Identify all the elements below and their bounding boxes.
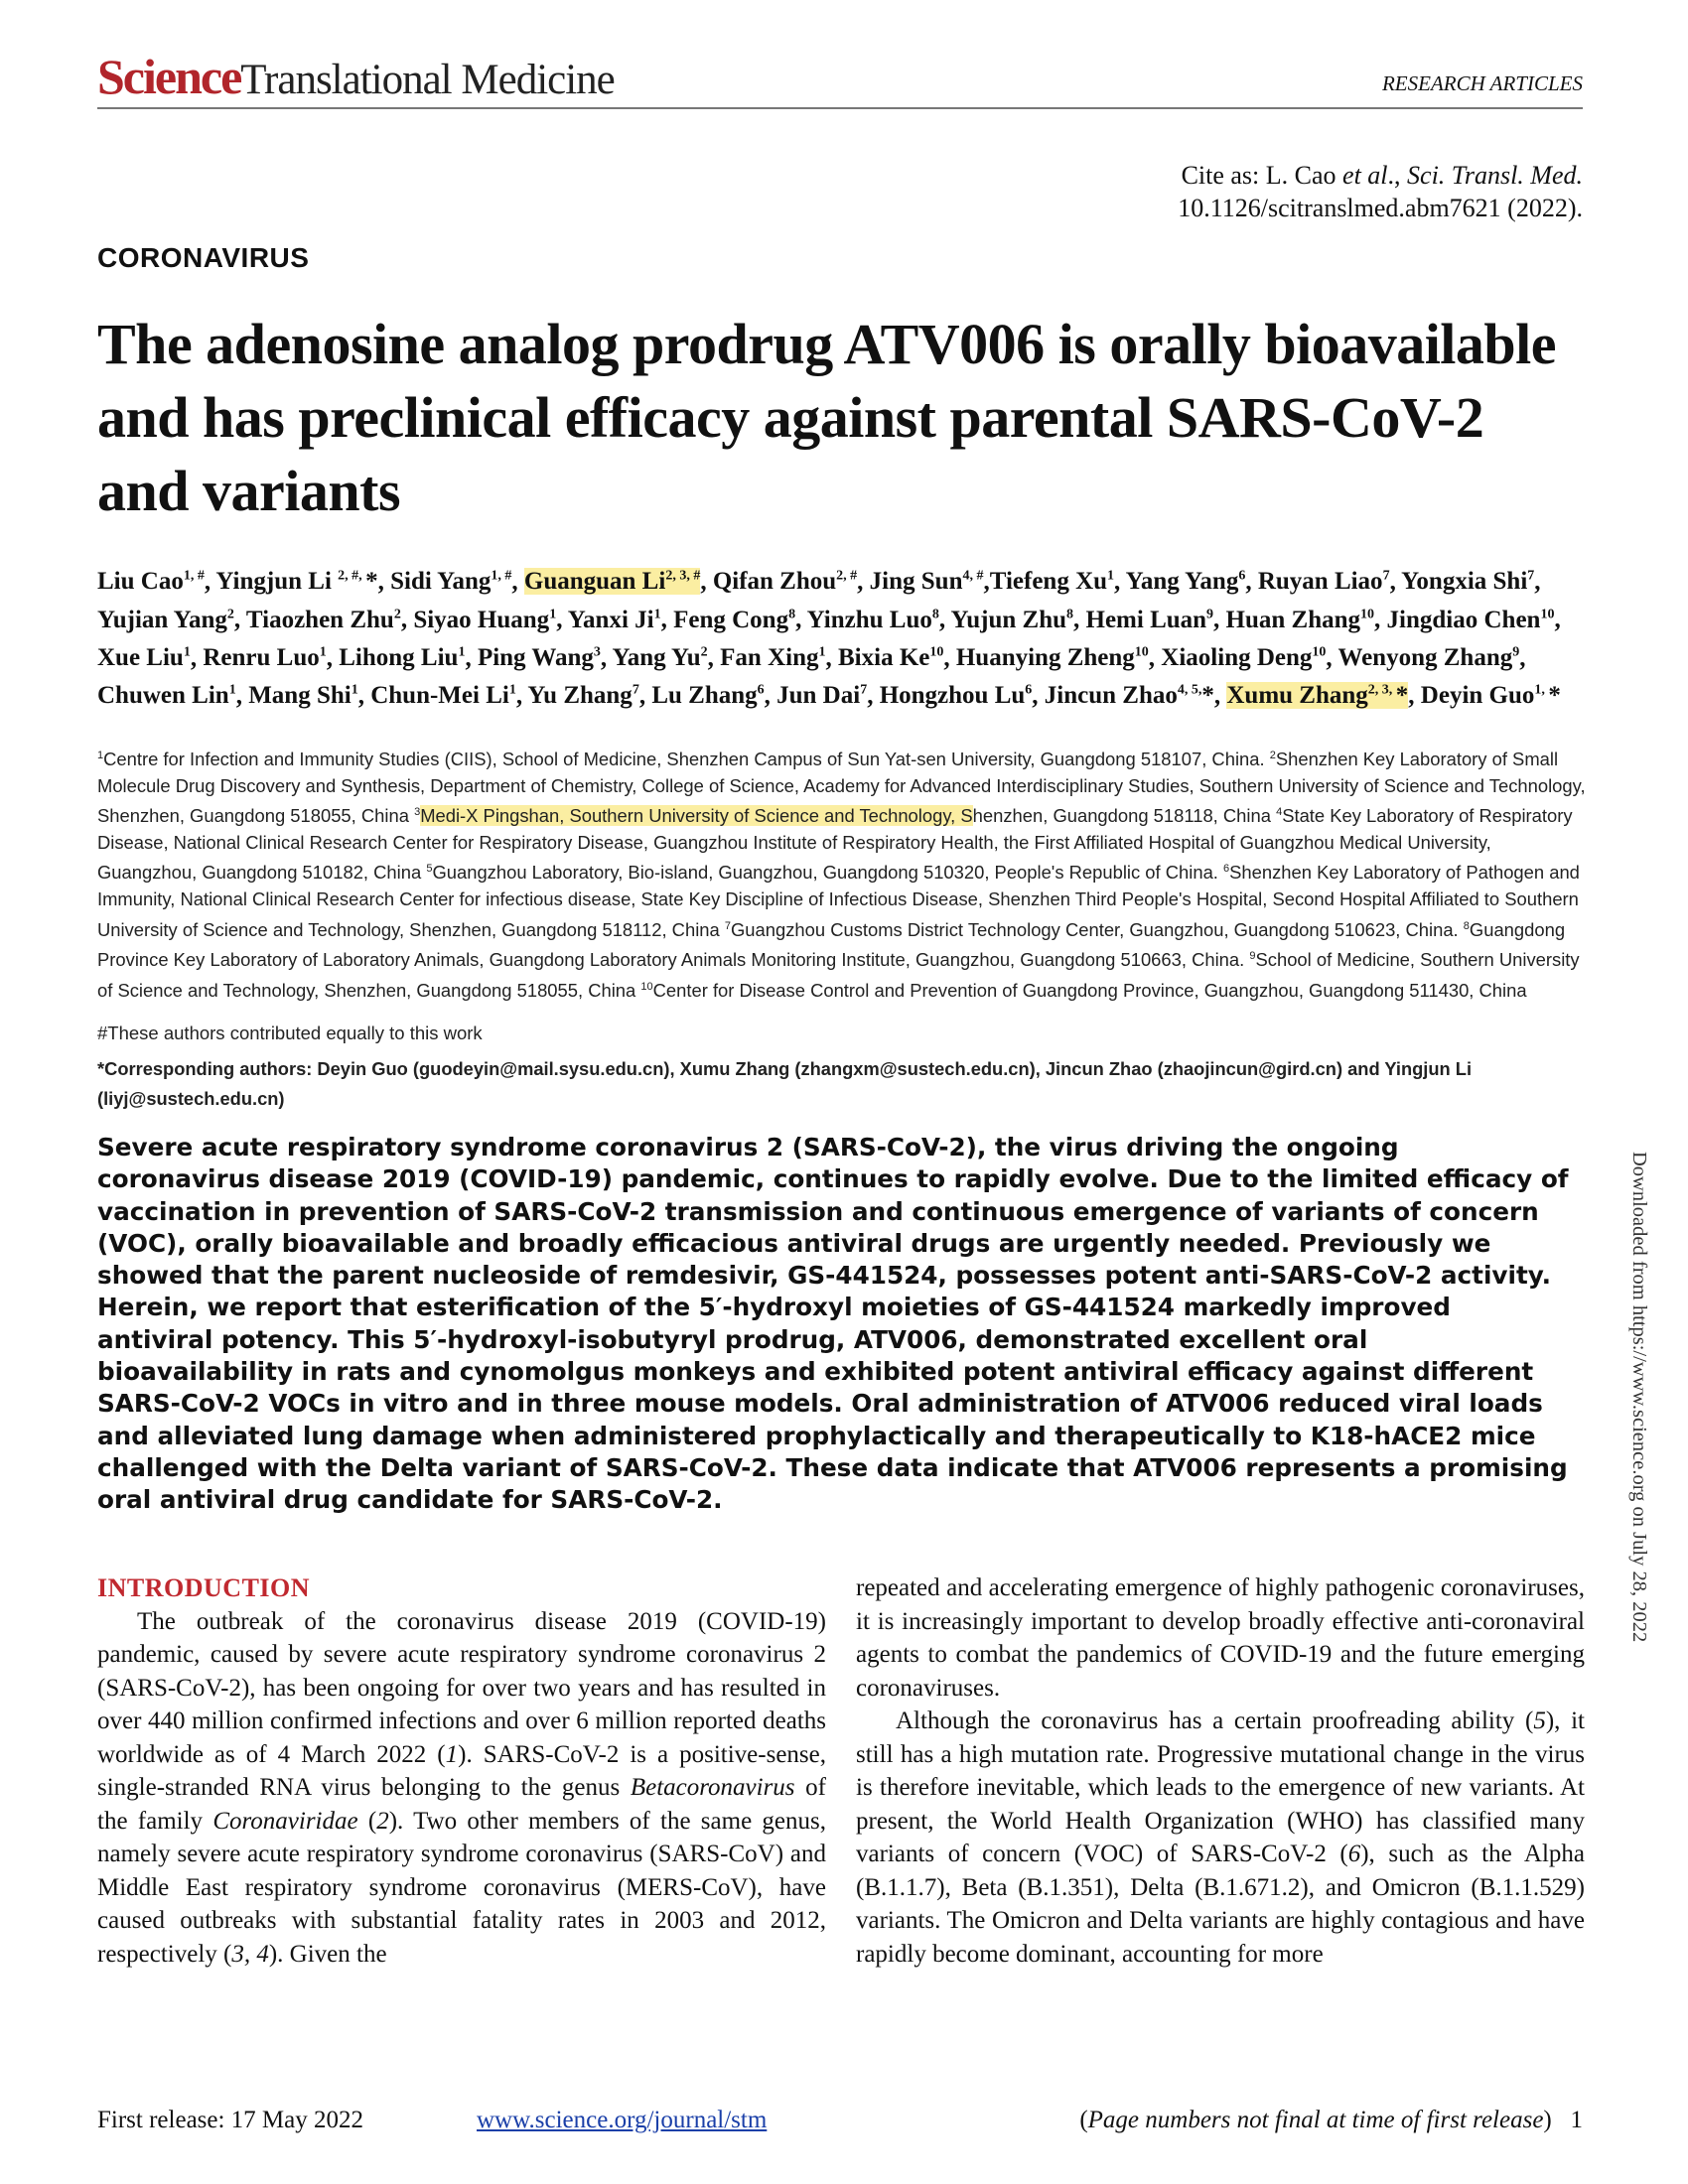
journal-link[interactable]: www.science.org/journal/stm (477, 2107, 768, 2133)
author-name: Yujun Zhu$^8$ (950, 606, 1073, 633)
author-name: Siyao Huang$^1$ (413, 606, 557, 633)
author-name: Tiefeng Xu$^1$ (989, 568, 1115, 596)
intro-paragraph-2: Although the coronavirus has a certain proofreading ability (5), it still has a high mutation rate. Progressive mutational change in the virus is therefore inevitable, which leads to the emergence of new variants. At present, the World Health Organization (WHO) has classified many variants of concern (VOC) of SARS-CoV-2 (6), such as the Alpha (B.1.1.7), Beta (B.1.351), Delta (B.1.671.2), and Omicron (B.1.1.529) variants. The Omicron and Delta variants are highly contagious and have rapidly become dominant, accounting for more (856, 1707, 1585, 1968)
journal-logo (97, 49, 615, 104)
page-number: 1 (1570, 2107, 1583, 2133)
author-name: Deyin Guo$^{1,}$ * (1420, 682, 1561, 710)
author-name: Xue Liu$^1$ (97, 643, 191, 671)
affiliation: $^{10}$Center for Disease Control and Prevention of Guangdong Province, Guangzhou, Guangdong 511430, China (640, 979, 1527, 1001)
article-category: CORONAVIRUS (97, 242, 310, 273)
header-divider (97, 107, 1583, 109)
author-name: Ruyan Liao$^7$ (1257, 568, 1390, 596)
ref-link[interactable]: 3, 4 (231, 1940, 269, 1968)
column-right (856, 1571, 1585, 1971)
author-name: Yu Zhang$^7$ (527, 682, 639, 710)
intro-paragraph-1: The outbreak of the coronavirus disease 2019 (COVID-19) pandemic, caused by severe acute respiratory syndrome coronavirus 2 (SARS-CoV-2), has been ongoing for over two years and has resulted in over 440 million confirmed infections and over 6 million reported deaths worldwide as of 4 March 2022 (1). SARS-CoV-2 is a positive-sense, single-stranded RNA virus belonging to the genus Betacoronavirus of the family Coronaviridae (2). Two other members of the same genus, namely severe acute respiratory syndrome coronavirus (SARS-CoV) and Middle East respiratory syndrome coronavirus (MERS-CoV), have caused outbreaks with substantial fatality rates in 2003 and 2012, respectively (3, 4). Given the (97, 1607, 826, 1968)
author-name: Yujian Yang$^2$ (97, 606, 234, 633)
article-title: The adenosine analog prodrug ATV006 is orally bioavailable and has preclinical efficacy against parental SARS-CoV-2 and variants (97, 312, 1557, 523)
author-name: Jing Sun$^{4, \#}$ (869, 568, 984, 596)
author-name: Xiaoling Deng$^{10}$ (1161, 643, 1327, 671)
author-name: Lihong Liu$^1$ (339, 643, 466, 671)
equal-contribution-note: #These authors contributed equally to this work (97, 1023, 483, 1043)
author-name: Liu Cao$^{1, \#}$ (97, 568, 205, 596)
logo-journal-name: Translational Medicine (240, 57, 615, 103)
author-name: Xumu Zhang$^{2, 3,}$ * (1226, 682, 1409, 710)
affiliation: $^7$Guangzhou Customs District Technology Center, Guangzhou, Guangdong 510623, China. (724, 918, 1459, 940)
section-label: RESEARCH ARTICLES (1381, 71, 1583, 95)
author-name: Sidi Yang$^{1, \#}$ (390, 568, 512, 596)
affiliation: $^1$Centre for Infection and Immunity Studies (CIIS), School of Medicine, Shenzhen Campus of Sun Yat-sen University, Guangdong 518107, China. (97, 749, 1265, 770)
author-name: Yanxi Ji$^1$ (567, 606, 661, 633)
author-name: Qifan Zhou$^{2, \#}$ (712, 568, 858, 596)
affiliation: $^2$Shenzhen Key Laboratory of Small Molecule Drug Discovery and Synthesis, Department of Chemistry, College of Science, Academy for Advanced Interdisciplinary Studies, Southern University of Science and Technology, Shenzhen, Guangdong 518055, China (97, 749, 1586, 827)
ref-link[interactable]: 2 (376, 1807, 389, 1835)
author-name: Yang Yu$^2$ (612, 643, 708, 671)
author-name: Ping Wang$^3$ (477, 643, 601, 671)
affiliation: $^4$State Key Laboratory of Respiratory Disease, National Clinical Research Center for Respiratory Disease, Guangzhou Institute of Respiratory Health, the First Affiliated Hospital of Guangzhou Medical University, Guangzhou, Guangdong 510182, China (97, 805, 1573, 884)
author-name: Yinzhu Luo$^8$ (806, 606, 939, 633)
author-name: Yongxia Shi$^7$ (1401, 568, 1535, 596)
citation-doi: 10.1126/scitranslmed.abm7621 (2022). (1178, 194, 1583, 222)
author-name: Chuwen Lin$^1$ (97, 682, 236, 710)
citation-line-1: Cite as: L. Cao et al., Sci. Transl. Med. (1181, 161, 1583, 190)
author-name: Fan Xing$^1$ (720, 643, 826, 671)
ref-link[interactable]: 5 (1533, 1707, 1546, 1734)
author-name: Renru Luo$^1$ (203, 643, 327, 671)
author-name: Jun Dai$^7$ (776, 682, 868, 710)
author-name: Jincun Zhao$^{4, 5,}$* (1044, 682, 1214, 710)
column-left (97, 1571, 826, 1971)
affiliation: $^6$Shenzhen Key Laboratory of Pathogen and Immunity, National Clinical Research Center for infectious disease, State Key Discipline of Infectious Disease, Shenzhen Third People's Hospital, Second Hospital Affiliated to Southern University of Science and Technology, Shenzhen, Guangdong 518112, China (97, 862, 1580, 940)
intro-paragraph-1-continued: repeated and accelerating emergence of highly pathogenic coronaviruses, it is increasingly important to develop broadly effective anti-coronaviral agents to combat the pandemics of COVID-19 and the future emerging coronaviruses. (856, 1574, 1585, 1702)
page-footer (97, 2107, 1583, 2140)
author-name: Huanying Zheng$^{10}$ (955, 643, 1149, 671)
author-name: Yang Yang$^6$ (1125, 568, 1246, 596)
section-heading-introduction: INTRODUCTION (97, 1573, 311, 1602)
corresponding-authors: *Corresponding authors: Deyin Guo (guodeyin@mail.sysu.edu.cn), Xumu Zhang (zhangxm@sustech.edu.cn), Jincun Zhao (zhaojincun@gird.cn) and Yingjun Li (liyj@sustech.edu.cn) (97, 1058, 1473, 1109)
affiliation: $^8$Guangdong Province Key Laboratory of Laboratory Animals, Guangdong Laboratory Animals Monitoring Institute, Guangzhou, Guangdong 510663, China. (97, 918, 1566, 971)
affiliation: $^3$Medi-X Pingshan, Southern University of Science and Technology, Shenzhen, Guangdong 518118, China (414, 805, 1271, 827)
author-name: Mang Shi$^1$ (248, 682, 358, 710)
affiliations (97, 743, 1587, 1004)
author-name: Wenyong Zhang$^9$ (1337, 643, 1520, 671)
author-name: Hongzhou Lu$^6$ (879, 682, 1033, 710)
page-note: (Page numbers not final at time of first release) 1 (1079, 2107, 1583, 2133)
abstract: Severe acute respiratory syndrome coronavirus 2 (SARS-CoV-2), the virus driving the ongoing coronavirus disease 2019 (COVID-19) pandemic, continues to rapidly evolve. Due to the limited efficacy of vaccination in prevention of SARS-CoV-2 transmission and continuous emergence of variants of concern (VOC), orally bioavailable and broadly efficacious antiviral drugs are urgently needed. Previously we showed that the parent nucleoside of remdesivir, GS-441524, possesses potent anti-SARS-CoV-2 activity. Herein, we report that esterification of the 5′-hydroxyl moieties of GS-441524 markedly improved antiviral potency. This 5′-hydroxyl-isobutyryl prodrug, ATV006, demonstrated excellent oral bioavailability in rats and cynomolgus monkeys and exhibited potent antiviral efficacy against different SARS-CoV-2 VOCs in vitro and in three mouse models. Oral administration of ATV006 reduced viral loads and alleviated lung damage when administered prophylactically and therapeutically to K18-hACE2 mice challenged with the Delta variant of SARS-CoV-2. These data indicate that ATV006 represents a promising oral antiviral drug candidate for SARS-CoV-2. (97, 1133, 1569, 1515)
author-name: Yingjun Li $^{2, \#,}$ * (215, 568, 378, 596)
author-name: Guanguan $Li^{2, 3, \#}$ (523, 568, 701, 596)
ref-link[interactable]: 6 (1347, 1841, 1361, 1867)
author-name: Chun-Mei Li$^1$ (370, 682, 516, 710)
author-name: Jingdiao Chen$^{10}$ (1386, 606, 1555, 633)
author-name: Feng Cong$^8$ (673, 606, 796, 633)
author-name: Lu Zhang$^6$ (651, 682, 765, 710)
download-note: Downloaded from https://www.science.org on July 28, 2022 (1628, 1152, 1650, 1643)
author-name: Huan Zhang$^{10}$ (1225, 606, 1375, 633)
logo-science: Science (97, 49, 241, 104)
first-release-date: First release: 17 May 2022 (97, 2107, 364, 2133)
ref-link[interactable]: 1 (445, 1740, 459, 1768)
affiliation: $^5$Guangzhou Laboratory, Bio-island, Guangzhou, Guangdong 510320, People's Republic of China. (426, 862, 1218, 884)
author-name: Bixia Ke$^{10}$ (838, 643, 944, 671)
author-name: Hemi Luan$^9$ (1085, 606, 1214, 633)
affiliation: $^9$School of Medicine, Southern University of Science and Technology, Shenzhen, Guangdong 518055, China (97, 949, 1580, 1001)
citation-block (788, 159, 1583, 224)
author-list: Liu Cao$^{1, \#}$, Yingjun Li $^{2, \#,}$ *, Sidi Yang$^{1, \#}$, Guanguan $Li^{2, 3, \#}$, Qifan Zhou$^{2, \#}$, Jing Sun$^{4, \#}$,Tiefeng Xu$^1$, Yang Yang$^6$, Ruyan Liao$^7$, Yongxia Shi$^7$, Yujian Yang$^2$, Tiaozhen Zhu$^2$, Siyao Huang$^1$, Yanxi Ji$^1$, Feng Cong$^8$, Yinzhu Luo$^8$, Yujun Zhu$^8$, Hemi Luan$^9$, Huan Zhang$^{10}$, Jingdiao Chen$^{10}$, Xue Liu$^1$, Renru Luo$^1$, Lihong Liu$^1$, Ping Wang$^3$, Yang Yu$^2$, Fan Xing$^1$, Bixia Ke$^{10}$, Huanying Zheng$^{10}$, Xiaoling Deng$^{10}$, Wenyong Zhang$^9$, Chuwen Lin$^1$, Mang Shi$^1$, Chun-Mei Li$^1$, Yu Zhang$^7$, Lu Zhang$^6$, Jun Dai$^7$, Hongzhou Lu$^6$, Jincun Zhao$^{4, 5,}$*, Xumu Zhang$^{2, 3,}$ *, Deyin Guo$^{1,}$ * (97, 568, 1561, 710)
author-name: Tiaozhen Zhu$^2$ (245, 606, 401, 633)
